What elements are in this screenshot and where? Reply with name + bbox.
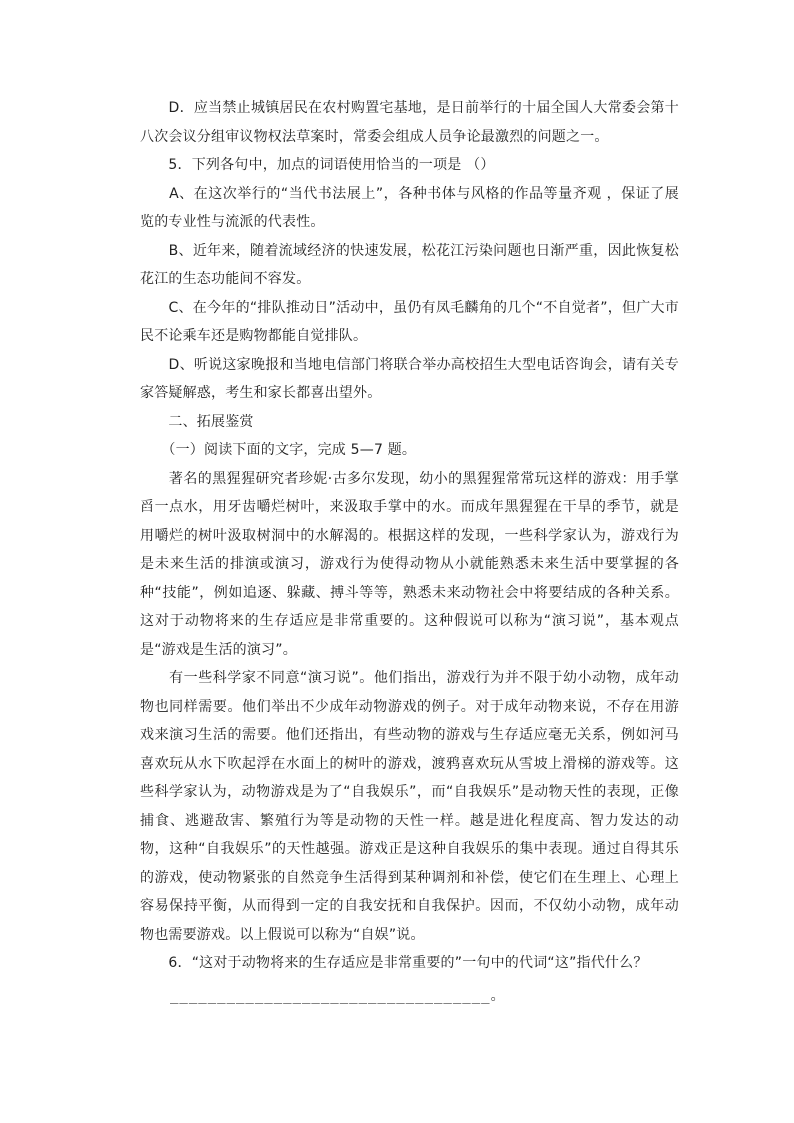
option-d-paragraph: D．应当禁止城镇居民在农村购置宅基地，是日前举行的十届全国人大常委会第十八次会议分组审议物权法草案时，常委会组成人员争论最激烈的问题之一。 [140, 100, 679, 145]
option-d: D、听说这家晚报和当地电信部门将联合举办高校招生大型电话咨询会，请有关专家答疑解惑，考生和家长都喜出望外。 [140, 356, 679, 401]
answer-blank-line[interactable]: __________________________________。 [140, 987, 506, 1004]
option-c: C、在今年的“排队推动日”活动中，虽仍有凤毛麟角的几个“不自觉者”，但广大市民不论乘车还是购物都能自觉排队。 [140, 299, 679, 344]
reading-instruction: （一）阅读下面的文字，完成 5—7 题。 [140, 442, 417, 458]
question-5: 5．下列各句中，加点的词语使用恰当的一项是 （） [140, 157, 495, 173]
option-a: A、在这次举行的“当代书法展上”，各种书体与风格的作品等量齐观 ，保证了展览的专业性与流派的代表性。 [140, 185, 679, 230]
question-6: 6．“这对于动物将来的生存适应是非常重要的”一句中的代词“这”指代什么？ [140, 955, 648, 971]
passage-paragraph-1: 著名的黑猩猩研究者珍妮·古多尔发现，幼小的黑猩猩常常玩这样的游戏：用手掌舀一点水，用牙齿嚼烂树叶，来汲取手掌中的水。而成年黑猩猩在干旱的季节，就是用嚼烂的树叶汲取树洞中的水解渴的。根据这样的发现，一些科学家认为，游戏行为是未来生活的排演或演习，游戏行为使得动物从小就能熟悉未来生活中要掌握的各种“技能”，例如追逐、躲藏、搏斗等等，熟悉未来动物社会中将要结成的各种关系。这对于动物将来的生存适应是非常重要的。这种假说可以称为“演习说”，基本观点是“游戏是生活的演习”。 [140, 470, 679, 658]
passage-paragraph-2: 有一些科学家不同意“演习说”。他们指出，游戏行为并不限于幼小动物，成年动物也同样需要。他们举出不少成年动物游戏的例子。对于成年动物来说，不存在用游戏来演习生活的需要。他们还指出，有些动物的游戏与生存适应毫无关系，例如河马喜欢玩从水下吹起浮在水面上的树叶的游戏，渡鸦喜欢玩从雪坡上滑梯的游戏等。这些科学家认为，动物游戏是为了“自我娱乐”，而“自我娱乐”是动物天性的表现，正像捕食、逃避敌害、繁殖行为等是动物的天性一样。越是进化程度高、智力发达的动物，这种“自我娱乐”的天性越强。游戏正是这种自我娱乐的集中表现。通过自得其乐的游戏，使动物紧张的自然竞争生活得到某种调剂和补偿，使它们在生理上、心理上容易保持平衡，从而得到一定的自我安抚和自我保护。因而，不仅幼小动物，成年动物也需要游戏。以上假说可以称为“自娱”说。 [140, 670, 679, 943]
option-b: B、近年来，随着流域经济的快速发展，松花江污染问题也日渐严重，因此恢复松花江的生态功能间不容发。 [140, 242, 679, 287]
section-heading: 二、拓展鉴赏 [140, 413, 254, 430]
